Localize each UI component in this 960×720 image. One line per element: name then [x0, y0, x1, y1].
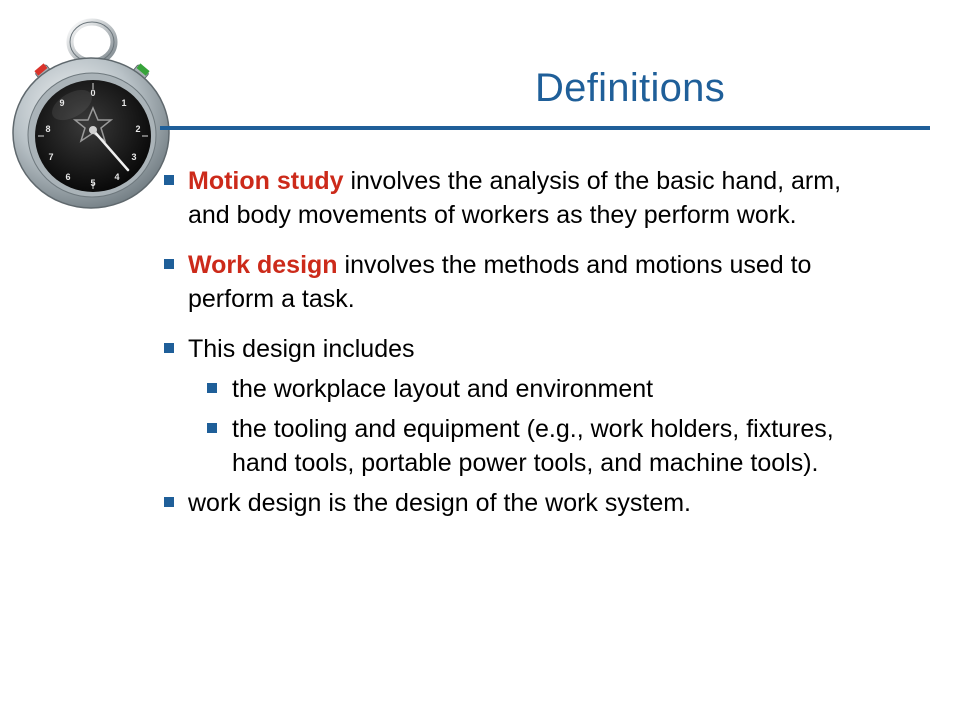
term-keyword: Work design — [188, 251, 338, 279]
stopwatch-numeral: 3 — [131, 152, 137, 162]
stopwatch-numeral: 0 — [90, 88, 96, 98]
slide-title: Definitions — [534, 66, 726, 110]
list-item-text: This design includes — [188, 335, 415, 363]
stopwatch-numeral: 1 — [121, 98, 127, 108]
title-underline — [160, 126, 930, 130]
list-item-text: the workplace layout and environment — [232, 375, 654, 403]
stopwatch-numeral: 5 — [90, 178, 96, 188]
list-item — [155, 164, 870, 232]
square-bullet-icon — [207, 383, 217, 393]
square-bullet-icon — [164, 343, 174, 353]
list-item-text: work design is the design of the work system. — [188, 489, 692, 517]
stopwatch-numeral: 7 — [48, 152, 54, 162]
square-bullet-icon — [164, 259, 174, 269]
bullet-list — [155, 164, 870, 520]
list-item — [155, 332, 870, 366]
square-bullet-icon — [164, 175, 174, 185]
list-item — [155, 248, 870, 316]
stopwatch-icon — [0, 0, 175, 215]
stopwatch-numeral: 8 — [45, 124, 51, 134]
definition-text: involves the analysis of the basic hand, arm, and body movements of workers as they perform work. — [188, 167, 842, 229]
definition-text: involves the methods and motions used to perform a task. — [188, 251, 812, 313]
term-keyword: Motion study — [188, 167, 344, 195]
square-bullet-icon — [207, 423, 217, 433]
list-item — [155, 486, 870, 520]
sub-list-item — [155, 412, 870, 480]
square-bullet-icon — [164, 497, 174, 507]
sub-list-item — [155, 372, 870, 406]
stopwatch-numeral: 6 — [65, 172, 71, 182]
stopwatch-numeral: 4 — [114, 172, 120, 182]
list-item-text: the tooling and equipment (e.g., work holders, fixtures, hand tools, portable power tools, and machine tools). — [232, 415, 834, 477]
stopwatch-numeral: 2 — [135, 124, 141, 134]
stopwatch-numeral: 9 — [59, 98, 65, 108]
